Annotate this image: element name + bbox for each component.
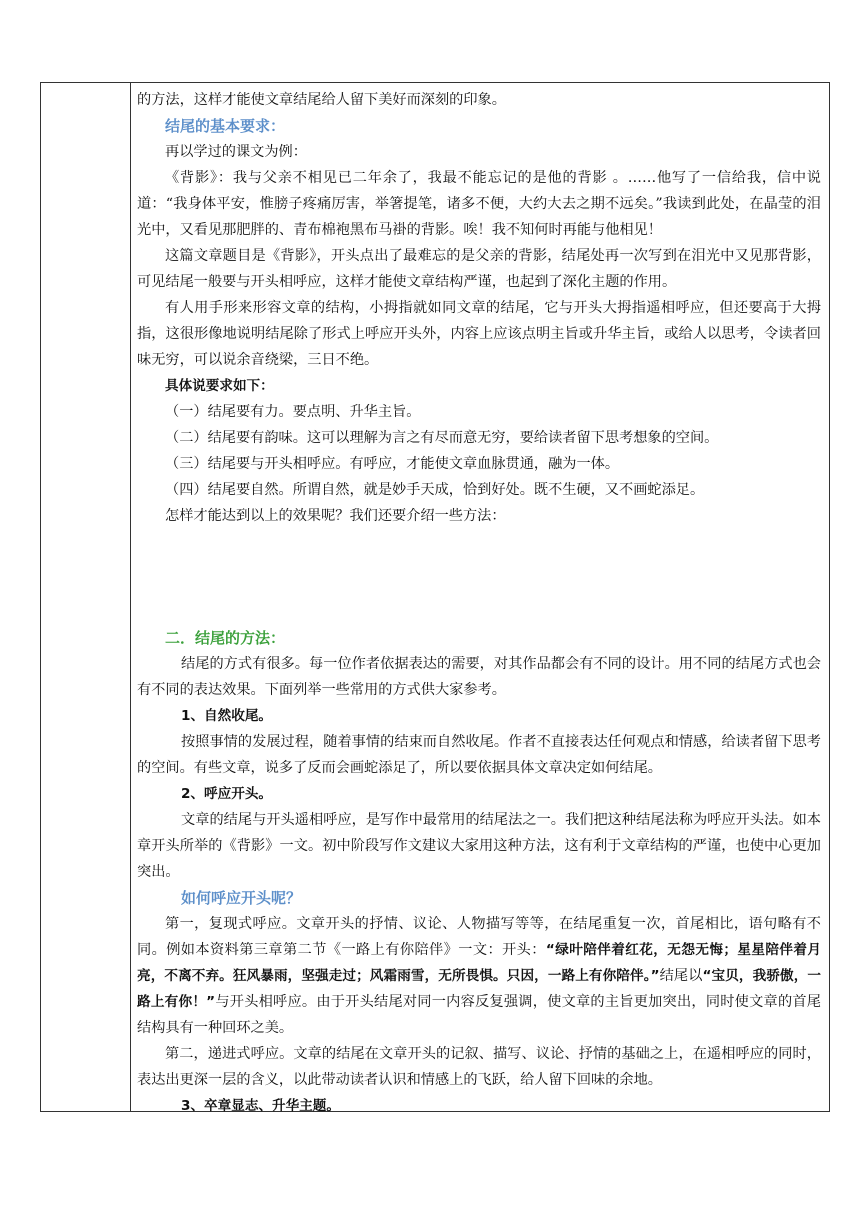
paragraph-intro-end: 的方法，这样才能使文章结尾给人留下美好而深刻的印象。 (137, 92, 506, 108)
paragraph-beiying-analysis: 这篇文章题目是《背影》，开头点出了最难忘的是父亲的背影，结尾处再一次写到在泪光中又见那背影，可见结尾一般要与开头相呼应，这样才能使文章结构严谨，也起到了深化主题的作用。 (137, 248, 821, 290)
heading-how-to-echo: 如何呼应开头呢？ (181, 889, 302, 907)
table-content-cell (131, 83, 829, 1114)
repeat-echo-ending-quote: “宝贝，我骄傲，一路上有你！” (137, 968, 821, 1010)
repeat-echo-text-3: 与开头相呼应。由于开头结尾对同一内容反复强调，使文章的主旨更加突出，同时使文章的首尾结构具有一种回环之美。 (137, 994, 821, 1036)
blank-space (137, 529, 821, 625)
paragraph-transition: 怎样才能达到以上的效果呢？我们还要介绍一些方法： (165, 508, 506, 524)
paragraph-hand-metaphor: 有人用手形来形容文章的结构，小拇指就如同文章的结尾，它与开头大拇指遥相呼应，但还要高于大拇指，这很形像地说明结尾除了形式上呼应开头外，内容上应该点明主旨或升华主旨，或给人以思考，令读者回味无穷，可以说余音绕梁，三日不绝。 (137, 300, 821, 368)
heading-ending-methods: 二．结尾的方法： (165, 629, 286, 647)
repeat-echo-text-2: 结尾以 (659, 968, 703, 984)
requirement-3: （三）结尾要与开头相呼应。有呼应，才能使文章血脉贯通，融为一体。 (165, 456, 620, 472)
paragraph-natural-ending: 按照事情的发展过程，随着事情的结束而自然收尾。作者不直接表达任何观点和情感，给读者留下思考的空间。有些文章，说多了反而会画蛇添足了，所以要依据具体文章决定如何结尾。 (137, 734, 821, 776)
repeat-echo-opening-quote: “绿叶陪伴着红花，无怨无悔；星星陪伴着月亮，不离不弃。狂风暴雨，坚强走过；风霜雨雪，无所畏惧。只因，一路上有你陪伴。” (137, 942, 821, 984)
paragraph-echo-opening: 文章的结尾与开头遥相呼应，是写作中最常用的结尾法之一。我们把这种结尾法称为呼应开头法。如本章开头所举的《背影》一文。初中阶段写作文建议大家用这种方法，这有利于文章结构的严谨，也使中心更加突出。 (137, 812, 821, 880)
paragraph-repeat-echo (137, 911, 821, 1041)
document-table (40, 82, 830, 1112)
heading-specific-requirements: 具体说要求如下： (165, 378, 274, 394)
paragraph-progressive-echo: 第二，递进式呼应。文章的结尾在文章开头的记叙、描写、议论、抒情的基础之上，在遥相呼应的同时，表达出更深一层的含义，以此带动读者认识和情感上的飞跃，给人留下回味的余地。 (137, 1046, 821, 1088)
requirement-2: （二）结尾要有韵味。这可以理解为言之有尽而意无穷，要给读者留下思考想象的空间。 (165, 430, 719, 446)
repeat-echo-text-1: 第一，复现式呼应。文章开头的抒情、议论、人物描写等等，在结尾重复一次，首尾相比，语句略有不同。例如本资料第三章第二节《一路上有你陪伴》一文：开头： (137, 916, 821, 958)
heading-reveal-theme: 3、卒章显志、升华主题。 (181, 1098, 340, 1114)
heading-natural-ending: 1、自然收尾。 (181, 708, 273, 724)
heading-echo-opening: 2、呼应开头。 (181, 786, 273, 802)
table-left-column (41, 83, 131, 1111)
requirement-4: （四）结尾要自然。所谓自然，就是妙手天成，恰到好处。既不生硬，又不画蛇添足。 (165, 482, 705, 498)
paragraph-example-lead: 再以学过的课文为例： (165, 144, 307, 160)
heading-basic-requirements: 结尾的基本要求： (165, 117, 286, 135)
paragraph-beiying-quote: 《背影》：我与父亲不相见已二年余了，我最不能忘记的是他的背影 。……他写了一信给我，信中说道：“我身体平安，惟膀子疼痛厉害，举箸提笔，诸多不便，大约大去之期不远矣。”我读到此处，在晶莹的泪光中，又看见那肥胖的、青布棉袍黑布马褂的背影。唉！我不知何时再能与他相见！ (137, 170, 821, 238)
paragraph-methods-intro: 结尾的方式有很多。每一位作者依据表达的需要，对其作品都会有不同的设计。用不同的结尾方式也会有不同的表达效果。下面列举一些常用的方式供大家参考。 (137, 656, 821, 698)
content-body (137, 87, 821, 1119)
requirement-1: （一）结尾要有力。要点明、升华主旨。 (165, 404, 421, 420)
